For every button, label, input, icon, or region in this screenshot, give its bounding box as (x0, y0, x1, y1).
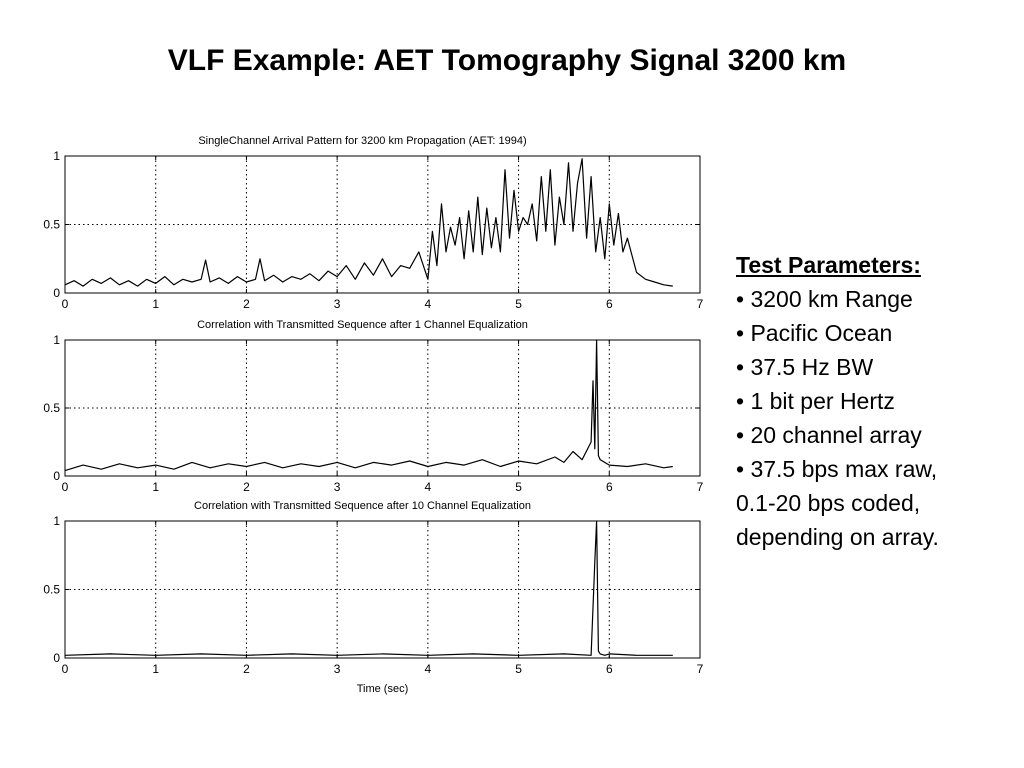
series-line (65, 521, 673, 655)
y-tick-label: 1 (53, 149, 60, 163)
x-tick-label: 5 (515, 480, 522, 494)
x-tick-label: 1 (152, 480, 160, 494)
series-line (65, 159, 673, 286)
x-tick-label: 3 (333, 297, 341, 311)
y-tick-label: 1 (53, 333, 60, 347)
y-tick-label: 0 (53, 651, 60, 665)
x-tick-label: 6 (605, 662, 613, 676)
parameter-item: • 3200 km Range (736, 286, 913, 312)
slide-title: VLF Example: AET Tomography Signal 3200 km (167, 44, 847, 77)
x-tick-label: 7 (696, 662, 704, 676)
x-tick-label: 2 (243, 297, 250, 311)
chart-panel-3 (43, 500, 703, 695)
parameter-item: • 37.5 Hz BW (736, 354, 874, 380)
x-tick-label: 3 (333, 662, 341, 676)
x-tick-label: 2 (243, 480, 250, 494)
y-tick-label: 0.5 (43, 217, 60, 232)
x-tick-label: 4 (424, 480, 432, 494)
y-tick-label: 0 (53, 469, 60, 483)
x-tick-label: 4 (424, 297, 432, 311)
parameter-item: • Pacific Ocean (736, 320, 893, 346)
x-tick-label: 3 (333, 480, 341, 494)
parameter-item: • 1 bit per Hertz (736, 388, 895, 414)
parameters-heading: Test Parameters: (736, 252, 921, 278)
series-line (65, 340, 673, 471)
parameter-continuation: depending on array. (736, 524, 939, 550)
parameter-item: • 37.5 bps max raw, (736, 456, 938, 482)
x-tick-label: 4 (424, 662, 432, 676)
parameter-continuation: 0.1-20 bps coded, (736, 490, 921, 516)
x-axis-label: Time (sec) (356, 683, 409, 695)
x-tick-label: 5 (515, 297, 522, 311)
chart-title: SingleChannel Arrival Pattern for 3200 km Propagation (AET: 1994) (198, 135, 527, 147)
parameter-item: • 20 channel array (736, 422, 922, 448)
x-tick-label: 0 (61, 297, 69, 311)
chart-panel-1 (43, 135, 703, 311)
chart-title: Correlation with Transmitted Sequence after 10 Channel Equalization (194, 500, 531, 512)
x-tick-label: 1 (152, 297, 160, 311)
x-tick-label: 5 (515, 662, 522, 676)
test-parameters (736, 248, 1016, 554)
y-tick-label: 0.5 (43, 401, 60, 415)
x-tick-label: 2 (243, 662, 250, 676)
chart-panel-2 (43, 319, 703, 494)
x-tick-label: 0 (61, 480, 69, 494)
x-tick-label: 1 (152, 662, 160, 676)
y-tick-label: 0.5 (43, 582, 60, 597)
y-tick-label: 0 (53, 286, 60, 300)
chart-title: Correlation with Transmitted Sequence after 1 Channel Equalization (197, 319, 528, 331)
x-tick-label: 0 (61, 662, 69, 676)
x-tick-label: 7 (696, 297, 704, 311)
y-tick-label: 1 (53, 514, 60, 528)
x-tick-label: 7 (696, 480, 704, 494)
x-tick-label: 6 (605, 480, 613, 494)
x-tick-label: 6 (605, 297, 613, 311)
